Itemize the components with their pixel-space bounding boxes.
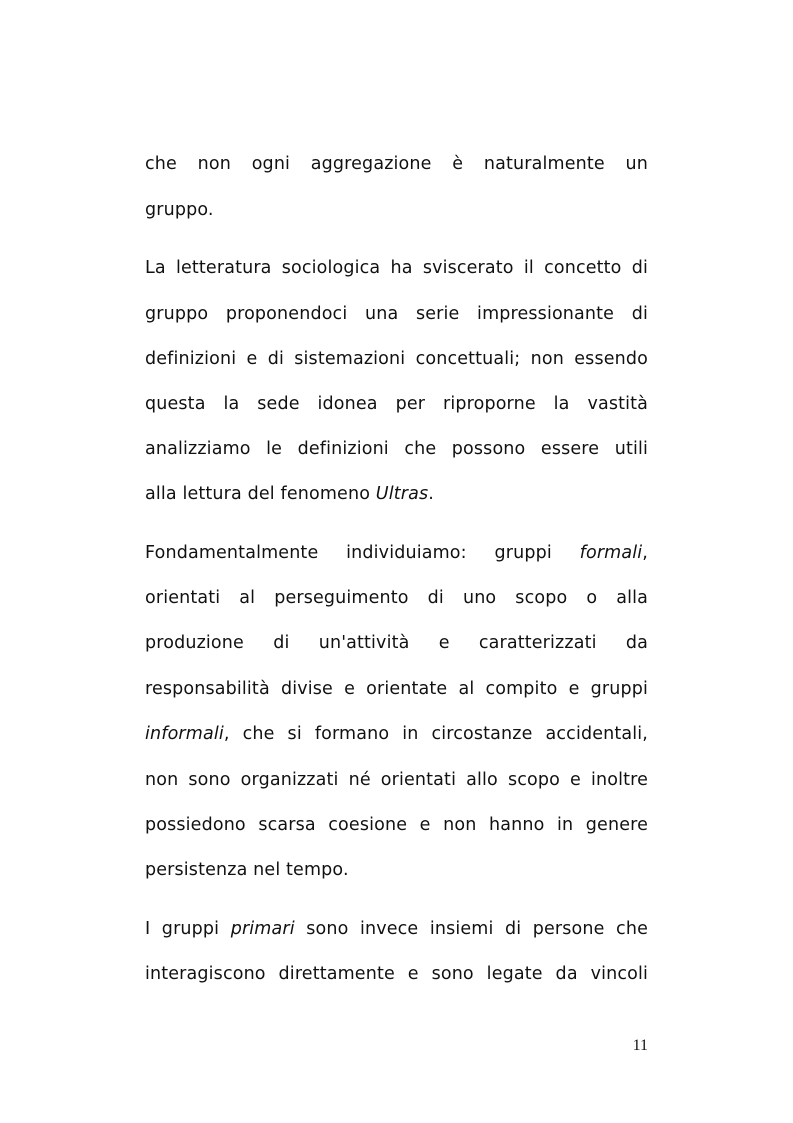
italic-term: formali [579, 543, 643, 563]
text-run: orientati al perseguimento di uno scopo o alla [145, 588, 648, 608]
text-run: La letteratura sociologica ha sviscerato il concetto di [145, 258, 648, 278]
text-run: . [428, 484, 434, 504]
italic-term: Ultras [375, 484, 429, 504]
text-line [145, 541, 648, 565]
text-line [145, 962, 648, 986]
text-line [145, 392, 648, 416]
text-run: analizziamo le definizioni che possono essere utili [145, 439, 648, 459]
text-run: Fondamentalmente individuiamo: gruppi [145, 543, 580, 563]
text-run: gruppo. [145, 200, 214, 220]
text-line [145, 256, 648, 280]
text-line [145, 813, 648, 837]
text-line [145, 722, 648, 746]
text-run: produzione di un'attività e caratterizzati da [145, 633, 648, 653]
text-run: possiedono scarsa coesione e non hanno in genere [145, 815, 648, 835]
text-line [145, 482, 648, 506]
text-run: responsabilità divise e orientate al compito e gruppi [145, 679, 648, 699]
text-line [145, 858, 648, 882]
text-line [145, 198, 648, 222]
text-run: non sono organizzati né orientati allo scopo e inoltre [145, 770, 648, 790]
text-run: alla lettura del fenomeno [145, 484, 376, 504]
text-line [145, 437, 648, 461]
text-run: questa la sede idonea per riproporne la vastità [145, 394, 648, 414]
text-line [145, 768, 648, 792]
page-number: 11 [632, 1037, 648, 1054]
text-line [145, 302, 648, 326]
text-line [145, 917, 648, 941]
italic-term: primari [230, 919, 295, 939]
text-run: , che si formano in circostanze accidentali, [223, 724, 648, 744]
text-line [145, 677, 648, 701]
text-run: che non ogni aggregazione è naturalmente un [145, 154, 648, 174]
text-run: persistenza nel tempo. [145, 860, 349, 880]
text-line [145, 152, 648, 176]
text-run: gruppo proponendoci una serie impressionante di [145, 304, 648, 324]
italic-term: informali [145, 724, 224, 744]
text-run: I gruppi [145, 919, 231, 939]
text-line [145, 586, 648, 610]
text-run: , [642, 543, 648, 563]
text-line [145, 631, 648, 655]
text-line [145, 347, 648, 371]
text-run: definizioni e di sistemazioni concettuali; non essendo [145, 349, 648, 369]
text-run: interagiscono direttamente e sono legate da vincoli [145, 964, 648, 984]
text-run: sono invece insiemi di persone che [294, 919, 648, 939]
